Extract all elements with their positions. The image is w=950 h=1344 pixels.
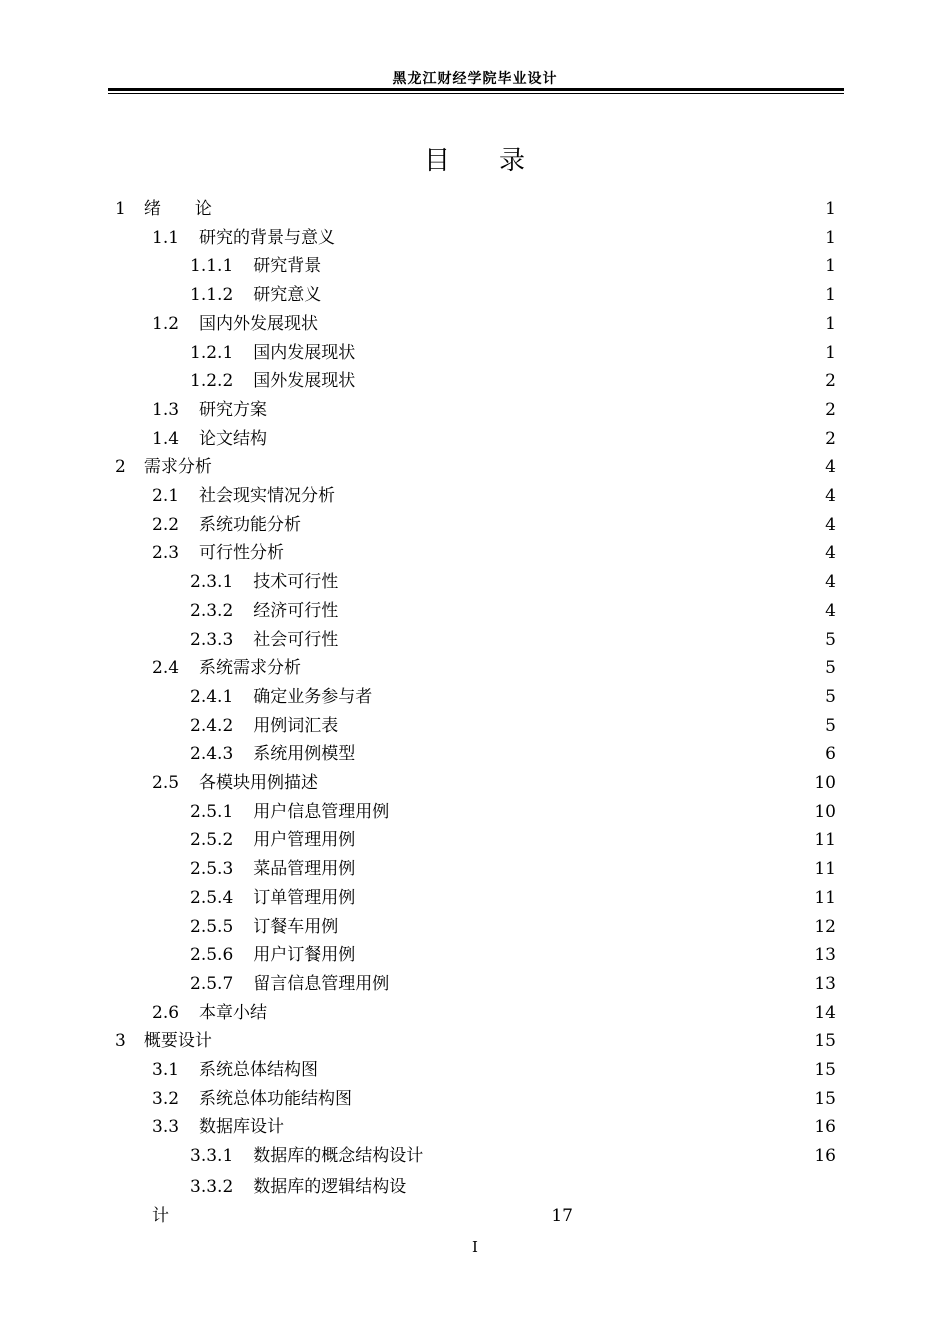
toc-entry-label: 系统功能分析 (199, 514, 302, 535)
toc-entry-number: 3.1 (152, 1060, 180, 1080)
toc-entry-number: 2 (115, 457, 126, 478)
toc-entry-page: 1 (825, 342, 836, 363)
toc-entry[interactable] (190, 627, 836, 653)
toc-entry[interactable] (190, 885, 836, 911)
toc-entry-number: 1.4 (152, 428, 180, 449)
page-number-footer: I (472, 1238, 478, 1256)
toc-entry-label: 本章小结 (199, 1002, 268, 1023)
toc-title-char-2: 录 (499, 146, 527, 176)
toc-entry-label: 各模块用例描述 (199, 773, 319, 793)
toc-entry-page: 14 (814, 1002, 836, 1023)
toc-entry-number: 2.2 (152, 514, 180, 535)
toc-entry-page: 2 (825, 399, 836, 420)
toc-entry[interactable] (152, 397, 836, 423)
toc-entry[interactable] (152, 1114, 836, 1140)
toc-entry-label: 数据库的逻辑结构设 (253, 1177, 407, 1197)
toc-entry-label: 系统总体结构图 (199, 1060, 319, 1080)
toc-entry-label: 订单管理用例 (253, 887, 356, 908)
header-rule-thick (108, 88, 844, 91)
toc-entry-label: 用户管理用例 (253, 830, 356, 851)
toc-entry-page: 17 (551, 1206, 573, 1226)
toc-entry-page: 10 (814, 773, 836, 793)
toc-entry-label: 国内发展现状 (253, 342, 356, 363)
toc-entry-label: 社会现实情况分析 (199, 486, 336, 506)
toc-entry-page: 5 (825, 686, 836, 707)
toc-entry-number: 2.5.1 (190, 801, 234, 822)
toc-entry-number: 2.5.3 (190, 859, 234, 880)
toc-entry-label: 绪 论 (143, 199, 212, 219)
toc-entry-number: 2.4.2 (190, 715, 234, 736)
toc-entry[interactable] (190, 713, 836, 739)
toc-entry-page: 4 (825, 514, 836, 535)
toc-entry-page: 16 (814, 1146, 836, 1167)
toc-entry[interactable] (190, 827, 836, 853)
toc-entry-label: 社会可行性 (253, 629, 339, 650)
toc-entry-page: 4 (825, 486, 836, 506)
toc-entry-number: 2.5.6 (190, 945, 234, 966)
toc-entry-label: 可行性分析 (199, 543, 285, 564)
toc-entry-number: 1.2.2 (190, 371, 234, 392)
toc-entry-number: 2.1 (152, 486, 180, 506)
toc-entry-label: 订餐车用例 (253, 916, 339, 937)
toc-entry-label: 研究的背景与意义 (199, 227, 336, 248)
toc-entry-number: 1.1.1 (190, 256, 234, 277)
toc-entry-label: 研究意义 (253, 285, 322, 306)
toc-entry-page: 11 (814, 859, 836, 880)
toc-entry-page: 11 (814, 887, 836, 908)
toc-entry-number: 2.3.3 (190, 629, 234, 650)
toc-entry-number: 2.3 (152, 543, 180, 564)
toc-entry[interactable] (152, 1057, 836, 1083)
toc-entry-number: 1.2.1 (190, 342, 234, 363)
toc-entry[interactable] (190, 856, 836, 882)
toc-entry-page: 12 (814, 916, 836, 937)
toc-entry[interactable] (190, 569, 836, 595)
toc-entry[interactable] (190, 799, 836, 825)
toc-entry-3-3-2-continuation[interactable] (152, 1203, 573, 1229)
toc-entry-label: 经济可行性 (253, 600, 339, 621)
toc-entry-label: 研究方案 (199, 399, 268, 420)
toc-entry-page: 1 (825, 227, 836, 248)
toc-entry[interactable] (152, 540, 836, 566)
toc-entry-page: 1 (825, 285, 836, 306)
toc-entry-number: 1.1.2 (190, 285, 234, 306)
toc-entry-page: 15 (814, 1031, 836, 1052)
toc-entry[interactable] (115, 454, 836, 480)
toc-entry-label-continuation: 计 (152, 1206, 169, 1226)
toc-entry-label: 用户订餐用例 (253, 945, 356, 966)
toc-entry-label: 系统用例模型 (253, 744, 356, 765)
toc-entry-label: 系统需求分析 (199, 658, 302, 679)
toc-entry-page: 16 (814, 1117, 836, 1138)
toc-entry[interactable] (190, 598, 836, 624)
toc-entry-number: 2.6 (152, 1002, 180, 1023)
toc-entry-page: 5 (825, 658, 836, 679)
toc-entry-label: 留言信息管理用例 (253, 973, 390, 994)
toc-entry-page: 6 (825, 744, 836, 765)
toc-entry-number: 1.2 (152, 313, 180, 334)
toc-entry-page: 1 (825, 199, 836, 219)
toc-entry-page: 1 (825, 313, 836, 334)
toc-entry[interactable] (190, 253, 836, 279)
toc-entry-number: 1 (115, 199, 126, 219)
toc-entry[interactable] (190, 1143, 836, 1169)
toc-entry-page: 2 (825, 371, 836, 392)
toc-entry[interactable] (152, 426, 836, 452)
toc-entry-number: 2.5.5 (190, 916, 234, 937)
toc-title-char-1: 目 (423, 146, 451, 176)
toc-entry-number: 2.5.7 (190, 973, 234, 994)
toc-entry-page: 15 (814, 1060, 836, 1080)
toc-entry-number: 3.3 (152, 1117, 180, 1138)
toc-entry-page: 13 (814, 945, 836, 966)
toc-entry-page: 13 (814, 973, 836, 994)
toc-entry-page: 4 (825, 457, 836, 478)
toc-entry-label: 概要设计 (143, 1031, 212, 1052)
toc-entry-page: 4 (825, 572, 836, 593)
toc-entry-page: 5 (825, 629, 836, 650)
toc-entry[interactable] (190, 684, 836, 710)
running-header: 黑龙江财经学院毕业设计 (392, 71, 558, 87)
toc-entry-number: 2.3.2 (190, 600, 234, 621)
toc-entry[interactable] (152, 655, 836, 681)
toc-entry-label: 确定业务参与者 (253, 686, 373, 707)
toc-entry-page: 4 (825, 543, 836, 564)
toc-entry-page: 10 (814, 801, 836, 822)
toc-entry-number: 1.3 (152, 399, 180, 420)
toc-entry-label: 用例词汇表 (253, 715, 339, 736)
toc-entry-number: 3.3.2 (190, 1177, 234, 1197)
toc-entry-page: 5 (825, 715, 836, 736)
toc-entry-number: 2.3.1 (190, 572, 234, 593)
toc-title (0, 140, 950, 177)
toc-entry[interactable] (115, 1028, 836, 1054)
toc-entry-label: 技术可行性 (253, 572, 339, 593)
toc-entry[interactable] (190, 368, 836, 394)
toc-entry-page: 1 (825, 256, 836, 277)
toc-entry-number: 2.5.4 (190, 887, 234, 908)
toc-entry[interactable] (190, 971, 836, 997)
toc-entry-page: 11 (814, 830, 836, 851)
toc-entry[interactable] (152, 770, 836, 796)
toc-entry-number: 3 (115, 1031, 126, 1052)
toc-entry-label: 系统总体功能结构图 (199, 1088, 353, 1109)
toc-entry-label: 研究背景 (253, 256, 322, 277)
toc-entry-number: 2.4.1 (190, 686, 234, 707)
toc-entry-page: 4 (825, 600, 836, 621)
toc-entry[interactable] (190, 340, 836, 366)
toc-entry-label: 数据库设计 (199, 1117, 285, 1138)
toc-entry-label: 菜品管理用例 (253, 859, 356, 880)
toc-entry[interactable] (152, 1000, 836, 1026)
toc-entry-label: 数据库的概念结构设计 (253, 1146, 424, 1167)
toc-entry[interactable] (152, 483, 836, 509)
toc-entry-number: 3.2 (152, 1088, 180, 1109)
toc-entry[interactable] (152, 512, 836, 538)
toc-entry[interactable] (190, 914, 836, 940)
toc-entry[interactable] (115, 196, 836, 222)
toc-entry[interactable] (152, 225, 836, 251)
toc-entry[interactable] (152, 1086, 836, 1112)
toc-entry[interactable] (152, 311, 836, 337)
toc-entry-label: 国内外发展现状 (199, 313, 319, 334)
toc-entry-number: 2.5 (152, 773, 180, 793)
toc-entry[interactable] (190, 942, 836, 968)
toc-entry-label: 用户信息管理用例 (253, 801, 390, 822)
toc-entry[interactable] (190, 741, 836, 767)
header-rule-thin (108, 93, 844, 94)
toc-entry-number: 2.4.3 (190, 744, 234, 765)
toc-entry-number: 2.5.2 (190, 830, 234, 851)
toc-entry-number: 3.3.1 (190, 1146, 234, 1167)
toc-entry-label: 国外发展现状 (253, 371, 356, 392)
toc-entry-page: 15 (814, 1088, 836, 1109)
toc-entry-number: 1.1 (152, 227, 180, 248)
toc-entry[interactable] (190, 282, 836, 308)
toc-entry-label: 需求分析 (143, 457, 212, 478)
toc-entry-3-3-2[interactable] (190, 1174, 406, 1200)
toc-entry-number: 2.4 (152, 658, 180, 679)
toc-entry-label: 论文结构 (199, 428, 268, 449)
toc-entry-page: 2 (825, 428, 836, 449)
